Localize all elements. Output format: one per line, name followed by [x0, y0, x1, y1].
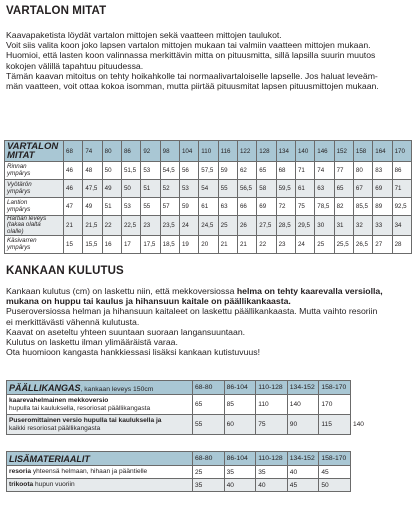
row-label: [5, 236, 64, 254]
table-cell: 48: [83, 162, 102, 180]
size-range-header: 158-170: [319, 452, 351, 466]
row-label-line: Vyötärön: [7, 181, 32, 189]
size-header-row: [5, 141, 412, 162]
size-header-cell: 98: [160, 141, 179, 162]
table-row: [5, 216, 412, 236]
table-cell: 59: [179, 198, 198, 216]
row-label-line: Hartian leveys: [7, 215, 47, 222]
table-cell: 51: [141, 180, 160, 198]
table-cell: 69: [257, 198, 276, 216]
table-cell: 56: [179, 162, 198, 180]
table-cell: 53: [141, 162, 160, 180]
table-cell: 15,5: [83, 236, 102, 254]
table-cell: 20: [199, 236, 218, 254]
table-cell: 24: [179, 216, 198, 236]
row-label-line: ympärys: [7, 243, 31, 251]
table-cell: 28: [392, 236, 411, 254]
table-cell: 110: [256, 395, 288, 415]
table-cell: 30: [315, 216, 334, 236]
size-header-cell: 110: [199, 141, 218, 162]
table-cell: 59: [218, 162, 237, 180]
row-label: [7, 395, 193, 415]
size-header-cell: 92: [141, 141, 160, 162]
table-cell: 53: [179, 180, 198, 198]
table-cell: 49: [83, 198, 102, 216]
size-range-header: 158-170: [319, 381, 351, 395]
table-cell: 16: [102, 236, 121, 254]
row-label-line: ympärys: [7, 205, 31, 213]
table-cell: 56,5: [237, 180, 256, 198]
table-cell: 59,5: [276, 180, 295, 198]
intro-line: Tämän kaavan mitoitus on tehty hoikahkolle tai normaalivartaloiselle lapselle. Jos haluat leveäm-: [6, 70, 378, 81]
table-cell: 75: [256, 415, 288, 435]
table-cell: 140: [287, 395, 319, 415]
main-fabric-table: [6, 380, 364, 435]
table-cell: 17: [121, 236, 140, 254]
table-cell: 74: [315, 162, 334, 180]
table-cell: 33: [373, 216, 392, 236]
fabric-consumption-intro: [6, 286, 410, 357]
row-label-rest: hupun vuoriin: [33, 481, 75, 489]
table-cell: 51,5: [121, 162, 140, 180]
table-cell: 55: [193, 415, 225, 435]
row-label-bold: kaarevahelmainen mekkoversio: [9, 396, 109, 404]
table-cell: 62: [237, 162, 256, 180]
row-label: [7, 466, 193, 479]
table-cell: 15: [64, 236, 83, 254]
table-cell: 47,5: [83, 180, 102, 198]
row-label-line: Lantion: [7, 199, 28, 207]
table-cell: 55: [218, 180, 237, 198]
size-header-cell: 170: [392, 141, 411, 162]
table-cell: 23,5: [160, 216, 179, 236]
row-label-bold: Puseromittainen versio hupulla tai kauluksella ja: [9, 416, 162, 424]
row-label-rest: yhteensä helmaan, hihaan ja pääntielle: [31, 468, 148, 476]
table-cell: 65: [334, 180, 353, 198]
table-cell: 27,5: [257, 216, 276, 236]
table-cell: 40: [224, 479, 256, 492]
row-label-line: ympärys: [7, 187, 31, 195]
table-cell: 90: [287, 415, 319, 435]
table-cell: 67: [353, 180, 372, 198]
table-cell: 23: [276, 236, 295, 254]
table-cell: 63: [315, 180, 334, 198]
table-cell: 71: [392, 180, 411, 198]
size-range-header: 110-128: [256, 452, 288, 466]
row-label-bold: trikoota: [9, 481, 34, 489]
intro-line: Puseroversiossa helman ja hihansuun kaitaleet on laskettu päällikankaasta. Mutta vaihto resoriin: [6, 306, 378, 317]
table-cell: 63: [218, 198, 237, 216]
table-cell: 34: [392, 216, 411, 236]
row-label-rest: kaikki resoriosat päällikangasta: [9, 424, 101, 432]
table-cell: 35: [224, 466, 256, 479]
table-cell: 89: [373, 198, 392, 216]
table-row: [5, 162, 412, 180]
table-row: Puseromittainen versio hupulla tai kauluksella ja kaikki resoriosat päällikangasta 55 60 75 90 115 140: [7, 415, 351, 435]
table-cell: 50: [102, 162, 121, 180]
table-cell: 22,5: [121, 216, 140, 236]
table-cell: 170: [319, 395, 351, 415]
intro-line: Kankaan kulutus (cm) on laskettu niin, että mekkoversiossa helma on tehty kaarevalla versiolla,: [6, 286, 383, 296]
size-range-header: 110-128: [256, 381, 288, 395]
intro-line: Voit siis valita koon joko lapsen vartalon mittojen mukaan tai valmiin vaatteen mittojen mukaan.: [6, 40, 371, 51]
table-cell: 57,5: [199, 162, 218, 180]
intro-line: Huomioi, että lasten koon valinnassa merkittävin mitta on pituusmitta, sillä lapsilla suurin muutos: [6, 50, 376, 61]
table-cell: 32: [353, 216, 372, 236]
table-cell: 22: [102, 216, 121, 236]
size-header-cell: 122: [237, 141, 256, 162]
row-label-bold: resoria: [9, 468, 31, 476]
table-cell: 46: [64, 180, 83, 198]
size-header-cell: 134: [276, 141, 295, 162]
intro-line: kokojen välillä tapahtuu pituudessa.: [6, 60, 144, 71]
table-cell: 21,5: [83, 216, 102, 236]
intro-line: Kulutus on laskettu ilman ylimääräistä varaa.: [6, 337, 178, 348]
table-cell: 49: [102, 180, 121, 198]
table-cell: 47: [64, 198, 83, 216]
table-cell: 24,5: [199, 216, 218, 236]
table-cell: 58: [257, 180, 276, 198]
table-cell: 65: [257, 162, 276, 180]
intro-line: män vaatteen, voit ottaa kokoa isomman, mutta piirtää pituusmitat lapsen pituusmittojen mukaan.: [6, 81, 379, 92]
table-cell: 23: [141, 216, 160, 236]
table-cell: 71: [295, 162, 314, 180]
row-label: [5, 180, 64, 198]
table-cell: 35: [256, 466, 288, 479]
row-label-line: ympärys: [7, 169, 31, 177]
table-cell: 115: [319, 415, 351, 435]
size-header-cell: 104: [179, 141, 198, 162]
size-header-cell: 146: [315, 141, 334, 162]
size-header-cell: 128: [257, 141, 276, 162]
row-label: [5, 162, 64, 180]
table-cell: 50: [319, 479, 351, 492]
size-range-header: 134-152: [287, 452, 319, 466]
size-header-cell: 164: [373, 141, 392, 162]
size-header-cell: 152: [334, 141, 353, 162]
row-label: [7, 415, 193, 435]
fabric-header-row: [7, 381, 351, 395]
table-cell: 18,5: [160, 236, 179, 254]
row-label-line: olalle): [7, 227, 24, 235]
table-cell: 26,5: [353, 236, 372, 254]
table-cell: 45: [287, 479, 319, 492]
intro-line: mukana on huppu tai kaulus ja hihansuun kaitale on päällikankaasta.: [6, 296, 291, 307]
table-cell: 22: [257, 236, 276, 254]
table-cell: 61: [199, 198, 218, 216]
size-header-cell: 80: [102, 141, 121, 162]
table-cell: 80: [353, 162, 372, 180]
table-row: [5, 198, 412, 216]
table-cell: 77: [334, 162, 353, 180]
table-cell: 40: [287, 466, 319, 479]
size-header-cell: 86: [121, 141, 140, 162]
size-range-header: 68-80: [193, 452, 225, 466]
table-cell: 45: [319, 466, 351, 479]
size-range-header: 86-104: [224, 381, 256, 395]
table-header-label: VARTALON MITAT: [5, 141, 64, 162]
table-cell: 26: [237, 216, 256, 236]
fabric-header-label: PÄÄLLIKANGAS, kankaan leveys 150cm: [7, 381, 193, 395]
table-cell: 54: [199, 180, 218, 198]
table-cell: 25: [193, 466, 225, 479]
size-range-header: 134-152: [287, 381, 319, 395]
materials-header-label: LISÄMATERIAALIT: [7, 452, 193, 466]
table-cell: 17,5: [141, 236, 160, 254]
table-cell: 21: [64, 216, 83, 236]
size-range-header: 86-104: [224, 452, 256, 466]
size-header-cell: 158: [353, 141, 372, 162]
table-cell: 31: [334, 216, 353, 236]
table-cell: 55: [141, 198, 160, 216]
table-cell: 50: [121, 180, 140, 198]
row-label-line: (takaa olalta: [7, 221, 41, 229]
table-cell: 54,5: [160, 162, 179, 180]
table-cell: 35: [193, 479, 225, 492]
table-cell: 27: [373, 236, 392, 254]
row-label-line: Käsivarren: [7, 237, 37, 245]
table-cell: 72: [276, 198, 295, 216]
table-cell: 51: [102, 198, 121, 216]
body-measurements-table: [4, 140, 412, 254]
section-title-fabric-consumption: KANKAAN KULUTUS: [6, 265, 124, 277]
table-cell: 29,5: [295, 216, 314, 236]
row-label: [5, 198, 64, 216]
intro-line: Kaavat on aseteltu yhteen suuntaan suoraan langansuuntaan.: [6, 326, 246, 337]
size-header-cell: 74: [83, 141, 102, 162]
table-cell: 60: [224, 415, 256, 435]
row-label-rest: hupulla tai kauluksella, resoriosat päällikangasta: [9, 404, 151, 412]
table-cell: 28,5: [276, 216, 295, 236]
table-cell: 40: [256, 479, 288, 492]
table-cell: 25: [315, 236, 334, 254]
table-cell: 92,5: [392, 198, 411, 216]
table-cell: 21: [218, 236, 237, 254]
table-cell: 19: [179, 236, 198, 254]
table-cell: 69: [373, 180, 392, 198]
table-row: [5, 236, 412, 254]
table-row: [5, 180, 412, 198]
table-cell: 53: [121, 198, 140, 216]
table-cell: 78,5: [315, 198, 334, 216]
table-cell: 24: [295, 236, 314, 254]
table-cell: 86: [392, 162, 411, 180]
table-cell: 25: [218, 216, 237, 236]
table-row: [7, 479, 351, 492]
table-row: [7, 395, 351, 415]
row-label: [7, 479, 193, 492]
table-cell: 57: [160, 198, 179, 216]
table-cell: 85,5: [353, 198, 372, 216]
body-measurements-intro: [6, 30, 410, 91]
table-cell: 85: [224, 395, 256, 415]
intro-line: Ota huomioon kangasta hankkiessasi lisäksi kankaan kutistuvuus!: [6, 347, 261, 358]
table-cell: 83: [373, 162, 392, 180]
size-header-cell: 68: [64, 141, 83, 162]
table-cell: 82: [334, 198, 353, 216]
table-cell: 75: [295, 198, 314, 216]
table-cell: 65: [193, 395, 225, 415]
table-cell: 21: [237, 236, 256, 254]
size-header-cell: 116: [218, 141, 237, 162]
table-row: [7, 466, 351, 479]
intro-line: ei merkittävästi vähennä kulutusta.: [6, 316, 140, 327]
section-title-body-measurements: VARTALON MITAT: [6, 5, 107, 17]
row-label-line: Rinnan: [7, 163, 27, 171]
size-header-cell: 140: [295, 141, 314, 162]
table-cell: 61: [295, 180, 314, 198]
table-cell: 52: [160, 180, 179, 198]
size-range-header: 68-80: [193, 381, 225, 395]
row-label: [5, 216, 64, 236]
table-cell: 66: [237, 198, 256, 216]
table-cell: 25,5: [334, 236, 353, 254]
additional-materials-table: [6, 451, 351, 492]
intro-line: Kaavapaketista löydät vartalon mittojen sekä vaatteen mittojen taulukot.: [6, 30, 282, 40]
materials-header-row: [7, 452, 351, 466]
table-cell: 68: [276, 162, 295, 180]
table-cell: 46: [64, 162, 83, 180]
